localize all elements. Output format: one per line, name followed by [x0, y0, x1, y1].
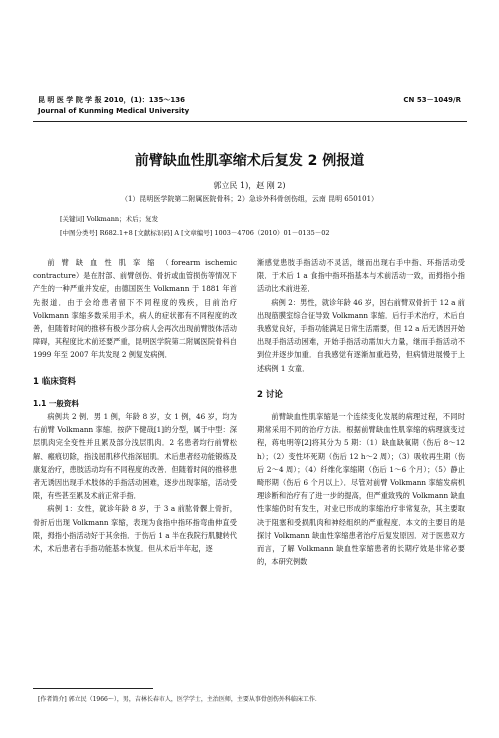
journal-name-en: Journal of Kunming Medical University [38, 107, 190, 115]
author-affiliation: （1）昆明医学院第二附属医院骨科；2）急诊外科骨创伤组，云南 昆明 650101） [120, 195, 379, 203]
classification-numbers: [中图分类号] R682.1+8 [文献标识码] A [文章编号] 1003－4706（2010）01－0135－02 [60, 229, 330, 237]
section-heading-discussion: 2 讨论 [257, 389, 283, 400]
discussion-paragraph: 前臂缺血性肌挛缩是一个连续变化发展的病理过程，不同时期常采用不同的治疗方法．根据前臂缺血性肌挛缩的病理演变过程，蒋电明等[2]将其分为 5 期：（1）缺血缺氧期（伤后 8～12 h）；（2）变性坏死期（伤后 12 h～2 周）；（3）吸收再生期（伤后 2～4 周）；（4）纤维化挛缩期（伤后 1～6 个月）；（5）静止畸形期（伤后 6 个月以上）．尽管对前臂 Volkmann 挛缩发病机理诊断和治疗有了进一步的提高，但严重致残的 Volkmann 缺血性挛缩仍时有发生，对业已形成的挛缩治疗非常复杂，其主要取决于阻塞和受损肌肉和神经组织的严重程度．本文的主要目的是探讨 Volkmann 缺血性挛缩患者治疗后复发原因．对于医患双方而言，了解 Volkmann 缺血性挛缩患者的长期疗效是非常必要的，本研究例数 [257, 412, 465, 567]
left-column [33, 256, 237, 555]
case1-continued-paragraph: 渐感觉患肢手指活动不灵活，继而出现右手中指、环指活动受限．于术后 1 a 食指中指环指基本与术前活动一致，而拇指小指活动比术前进差． [257, 258, 465, 294]
subsection-heading-general-data: 1.1 一般资料 [33, 398, 79, 408]
intro-paragraph: 前 臂 缺 血 性 肌 挛 缩 （forearm ischemic contracture）是在肘部、前臂创伤、骨折或血管损伤等情况下产生的一种严重并发症，由德国医生 Volkmann 于 1881 年首先报道．由于会给患者留下不同程度的残疾，目前治疗 Volkmann 挛缩多数采用手术，病人的症状都有不同程度的改善，但随着时间的推移有极少部分病人会再次出现前臂肢体活动障碍，其程度比术前还要严重，昆明医学院第二附属医院骨科自 1999 年至 2007 年共发现 2 例复发病例． [33, 258, 237, 360]
section-heading-clinical-data: 1 临床资料 [33, 376, 76, 387]
footnote-rule [33, 688, 153, 689]
case2-paragraph: 病例 2：男性，就诊年龄 46 岁，因右前臂双骨折于 12 a 前出现筋膜室综合征导致 Volkmann 挛缩．后行手术治疗，术后自我感觉良好，手指功能满足日常生活需要，但 12 a 后无诱因开始出现手指活动困难，开始手指活动需加大力量，继而手指活动不到位并逐步加重．自我感觉有逐渐加重趋势，但病情进展慢于上述病例 1 女童． [257, 297, 465, 373]
right-column [257, 256, 465, 568]
keywords: [关键词] Volkmann；术后；复发 [60, 215, 159, 223]
case1-paragraph: 病例 1：女性，就诊年龄 8 岁，于 3 a 前肱骨髁上骨折，骨折后出现 Volkmann 挛缩，表现为食指中指环指弯曲伸直受限，拇指小指活动好于其余指．于伤后 1 a 半在我院行肌腱转代术，术后患者右手指功能基本恢复．但从术后半年起，逐 [33, 504, 237, 554]
header-rule [33, 121, 467, 122]
article-title: 前臂缺血性肌挛缩术后复发 2 例报道 [134, 153, 365, 169]
journal-citation-cn: 昆 明 医 学 院 学 报 2010，(1)：135～136 [38, 96, 186, 104]
cn-number: CN 53－1049/R [403, 96, 461, 104]
author-list: 郭立民 1)，赵 刚 2) [213, 181, 286, 190]
author-bio-footnote: [作者简介] 郭立民（1966～），男，吉林长春市人，医学学士，主治医师，主要从事骨创伤外科临床工作． [38, 696, 321, 703]
general-data-paragraph: 病例共 2 例．男 1 例，年龄 8 岁，女 1 例，46 岁，均为右前臂 Volkmann 挛缩．按萨下健哉[1]的分型，属于中型：深层肌肉完全变性并且累及部分浅层肌肉．2 名患者均行前臂松解、瘢痕切除，指浅屈肌移代指深屈肌．术后患者经功能锻炼及康复治疗，患肢活动均有不同程度的改善．但随着时间的推移患者无诱因出现手术肢体的手指活动困难，逐步出现挛缩，活动受限，有些甚至累及术前正常手指． [33, 412, 237, 501]
